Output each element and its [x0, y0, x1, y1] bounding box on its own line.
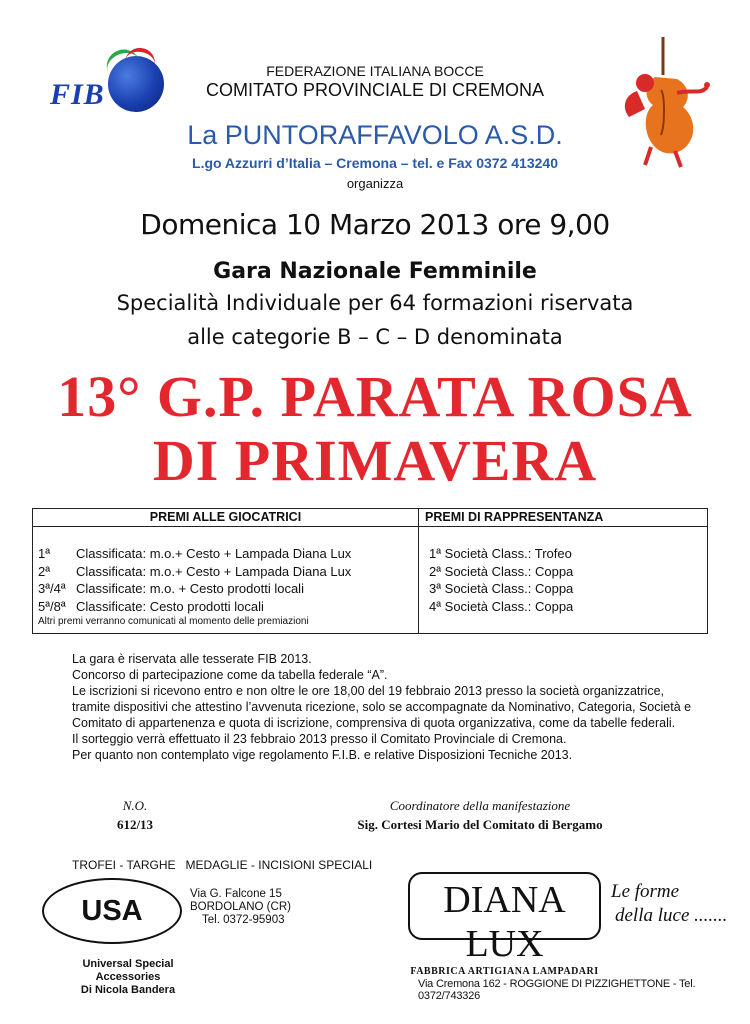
players-prizes-note: Altri premi verranno comunicati al momento delle premiazioni — [38, 616, 309, 627]
diana-lux-subtitle: FABBRICA ARTIGIANA LAMPADARI — [410, 966, 599, 977]
prize-description: Classificata: m.o.+ Cesto + Lampada Diana Lux — [76, 546, 352, 561]
diana-lux-name: DIANA LUX — [443, 879, 566, 965]
coordinator-label: Coordinatore della manifestazione — [389, 798, 571, 813]
prize-description: Classificata: m.o.+ Cesto + Lampada Diana Lux — [76, 563, 352, 579]
representation-prize-row: 2ª Società Class.: Coppa — [429, 563, 574, 579]
prize-position: 5ª/8ª — [38, 598, 66, 614]
rules-paragraph: Per quanto non contemplato vige regolamento F.I.B. e relative Disposizioni Tecniche 2013. — [72, 748, 573, 762]
grand-prix-title-line-2: DI PRIMAVERA — [152, 428, 598, 493]
player-prize-row — [38, 563, 351, 581]
players-prizes-header: PREMI ALLE GIOCATRICI — [149, 510, 302, 524]
committee-name: COMITATO PROVINCIALE DI CREMONA — [205, 80, 545, 100]
representation-prize-row: 1ª Società Class.: Trofeo — [429, 546, 572, 561]
specialty-line-1: Specialità Individuale per 64 formazioni riservata — [116, 291, 634, 315]
federation-name: FEDERAZIONE ITALIANA BOCCE — [266, 63, 484, 79]
grand-prix-title-line-1: 13° G.P. PARATA ROSA — [57, 364, 693, 429]
rules-paragraph: Il sorteggio verrà effettuato il 23 febbraio 2013 presso il Comitato Provinciale di Cremona. — [72, 732, 567, 746]
table-header-divider — [33, 526, 707, 527]
diana-lux-logo — [408, 872, 601, 977]
coordinator-block — [320, 796, 640, 834]
prize-position: 1ª — [38, 546, 51, 561]
authorization-label: N.O. — [122, 798, 148, 813]
usa-address — [190, 888, 291, 927]
rules-paragraph: Le iscrizioni si ricevono entro e non oltre le ore 18,00 del 19 febbraio 2013 presso la società organizzatrice, tramite dispositivi che attestino l’avvenuta ricezione, solo se accompagnate da Nominativo, Categoria, Società e Comitato di appartenenza e quota di iscrizione, comprensiva di quota organizzativa, come da tabelle federali. — [72, 684, 692, 730]
rules-text — [72, 651, 692, 763]
representation-prize-row: 3ª Società Class.: Coppa — [429, 581, 574, 596]
fib-logo-text: FIB — [50, 78, 105, 111]
diana-lux-address: Via Cremona 162 - ROGGIONE DI PIZZIGHETTONE - Tel. 0372/743326 — [418, 978, 696, 1002]
club-address: L.go Azzurri d’Italia – Cremona – tel. e Fax 0372 413240 — [192, 155, 558, 171]
diana-lux-slogan-line: Le forme — [611, 881, 680, 902]
player-prize-row — [38, 598, 351, 616]
prize-table — [32, 508, 708, 634]
authorization-block — [80, 796, 190, 834]
race-title: Gara Nazionale Femminile — [213, 259, 537, 284]
player-prizes-list — [38, 545, 351, 615]
diana-lux-slogan-line: della luce ....... — [615, 905, 728, 926]
authorization-number: 612/13 — [116, 817, 154, 832]
rules-paragraph: Concorso di partecipazione come da tabella federale “A”. — [72, 668, 388, 682]
event-date: Domenica 10 Marzo 2013 ore 9,00 — [140, 208, 610, 241]
specialty-line-2: alle categorie B – C – D denominata — [187, 325, 563, 349]
player-prize-row — [38, 545, 351, 563]
representation-prizes-list — [429, 545, 573, 615]
usa-company-line: Universal Special Accessories — [82, 958, 174, 983]
prize-description: Classificate: Cesto prodotti locali — [76, 598, 264, 614]
coordinator-name: Sig. Cortesi Mario del Comitato di Bergamo — [357, 817, 603, 832]
organizes-label: organizza — [346, 176, 404, 191]
club-name: La PUNTORAFFAVOLO A.S.D. — [187, 120, 563, 150]
usa-company-name — [58, 958, 198, 997]
usa-address-line: Via G. Falcone 15 — [190, 888, 282, 900]
usa-logo: USA — [42, 878, 182, 944]
usa-company-line: Di Nicola Bandera — [80, 984, 176, 996]
usa-address-line: BORDOLANO (CR) — [190, 901, 291, 913]
prize-description: Classificate: m.o. + Cesto prodotti locali — [76, 581, 304, 596]
diana-lux-slogan — [611, 880, 727, 928]
usa-sponsor-tagline: TROFEI - TARGHE MEDAGLIE - INCISIONI SPECIALI — [72, 858, 373, 872]
prize-position: 2ª — [38, 563, 51, 579]
representation-prize-row: 4ª Società Class.: Coppa — [429, 598, 574, 614]
player-prize-row — [38, 580, 351, 598]
rules-paragraph: La gara è riservata alle tesserate FIB 2013. — [72, 652, 312, 666]
table-divider — [418, 509, 419, 633]
representation-prizes-header: PREMI DI RAPPRESENTANZA — [425, 510, 604, 524]
prize-position: 3ª/4ª — [38, 581, 66, 596]
usa-address-line: Tel. 0372-95903 — [202, 914, 285, 926]
